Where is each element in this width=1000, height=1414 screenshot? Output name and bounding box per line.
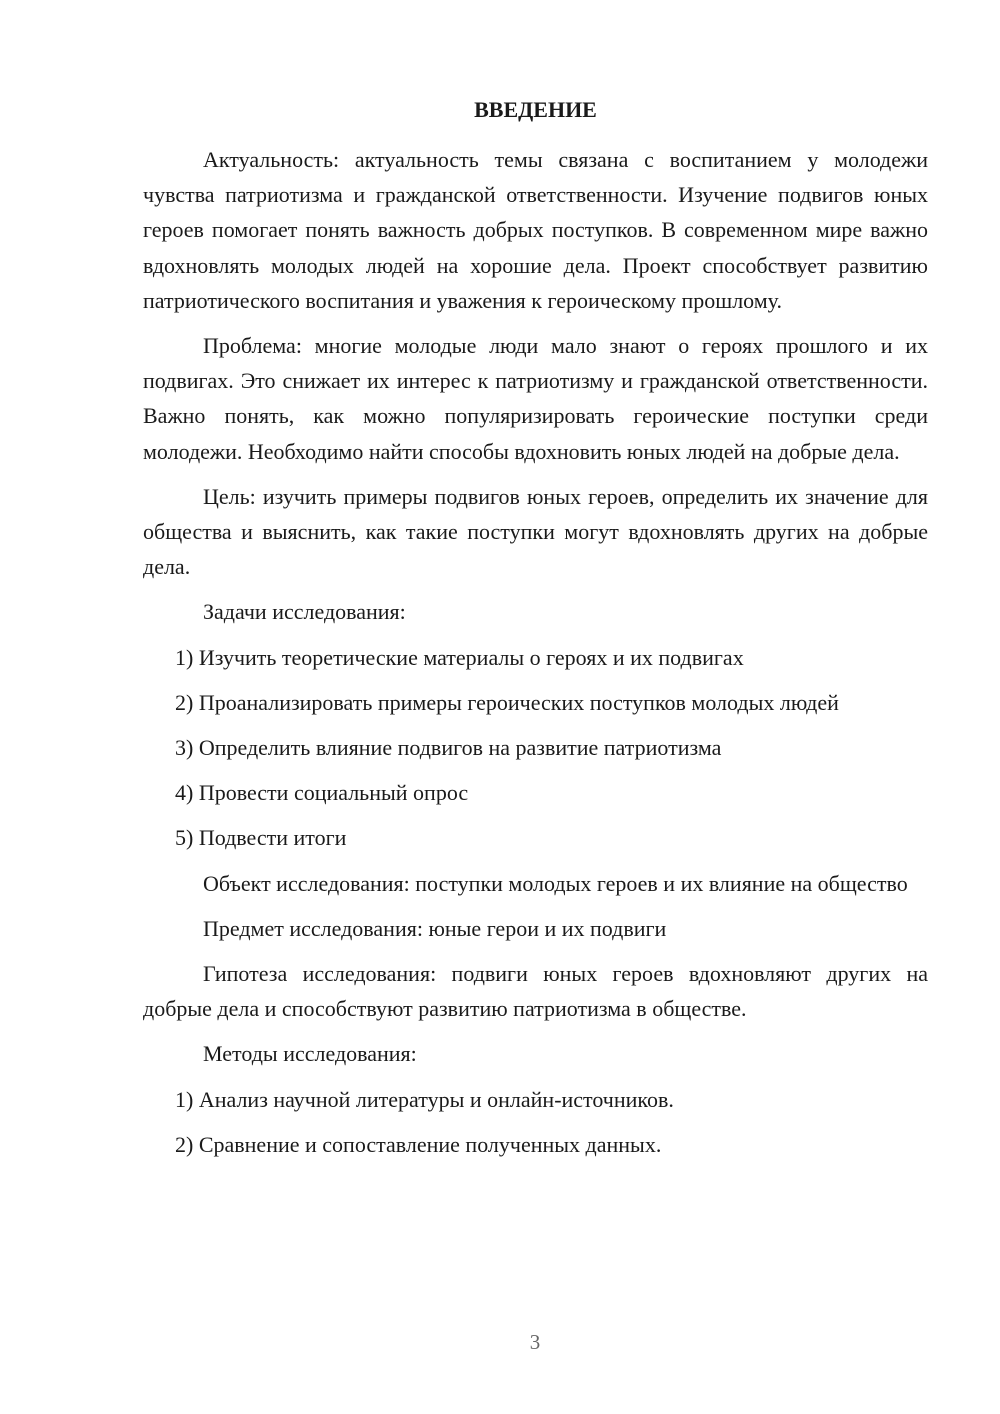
page-number: 3 — [529, 1330, 541, 1354]
task-item-3: 3) Определить влияние подвигов на развитие патриотизма — [175, 735, 722, 761]
page-title: ВВЕДЕНИЕ — [474, 97, 597, 122]
task-item-2: 2) Проанализировать примеры героических поступков молодых людей — [175, 689, 839, 715]
tasks-heading: Задачи исследования: — [203, 599, 406, 625]
task-item-4: 4) Провести социальный опрос — [175, 780, 469, 806]
task-item-5: 5) Подвести итоги — [175, 825, 347, 851]
problem-paragraph: Проблема: многие молодые люди мало знают о героях прошлого и их подвигах. Это снижает их интерес к патриотизму и гражданской ответственности. Важно понять, как можно популяризировать героические поступки среди молодежи. Необходимо найти способы вдохновить юных людей на добрые дела. — [143, 333, 928, 464]
method-item-1: 1) Анализ научной литературы и онлайн-источников. — [175, 1086, 674, 1112]
goal-paragraph: Цель: изучить примеры подвигов юных героев, определить их значение для общества и выяснить, как такие поступки могут вдохновлять других на добрые дела. — [143, 483, 928, 580]
object-paragraph: Объект исследования: поступки молодых героев и их влияние на общество — [203, 870, 908, 896]
methods-heading: Методы исследования: — [203, 1041, 417, 1067]
hypothesis-paragraph: Гипотеза исследования: подвиги юных героев вдохновляют других на добрые дела и способствуют развитию патриотизма в обществе. — [143, 961, 928, 1022]
document-page — [143, 88, 928, 1172]
method-item-2: 2) Сравнение и сопоставление полученных данных. — [175, 1131, 662, 1157]
task-item-1: 1) Изучить теоретические материалы о героях и их подвигах — [175, 644, 744, 670]
relevance-paragraph: Актуальность: актуальность темы связана с воспитанием у молодежи чувства патриотизма и гражданской ответственности. Изучение подвигов юных героев помогает понять важность добрых поступков. В современном мире важно вдохновлять молодых людей на хорошие дела. Проект способствует развитию патриотического воспитания и уважения к героическому прошлому. — [143, 147, 928, 313]
subject-paragraph: Предмет исследования: юные герои и их подвиги — [203, 915, 667, 941]
